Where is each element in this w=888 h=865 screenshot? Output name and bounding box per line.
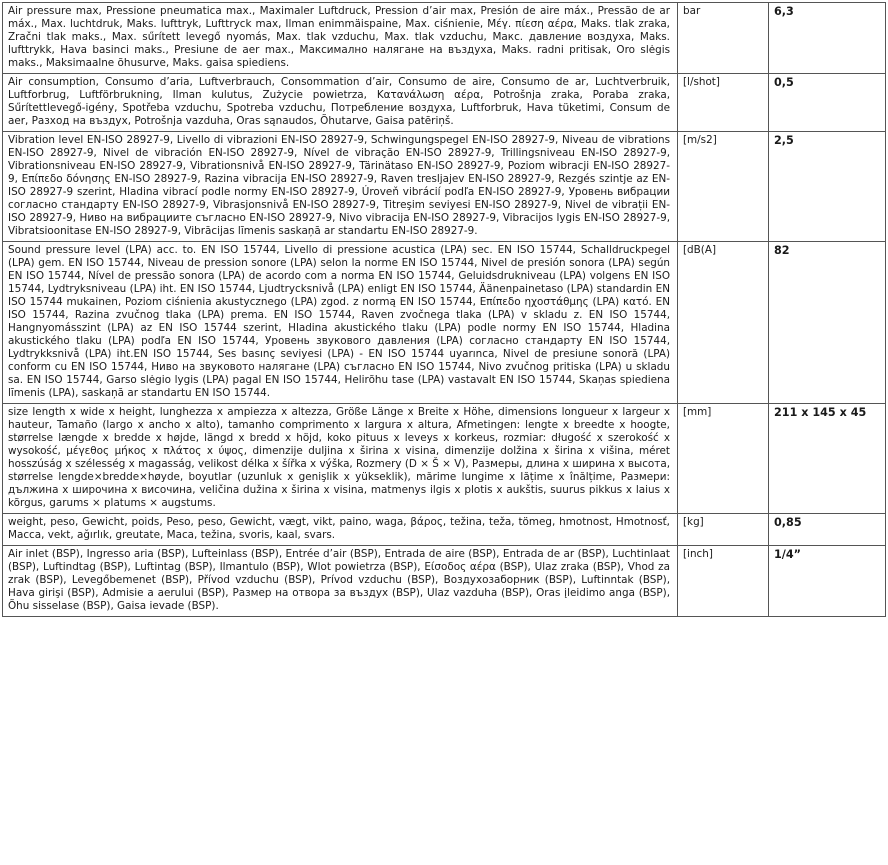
spec-description: Air inlet (BSP), Ingresso aria (BSP), Lufteinlass (BSP), Entrée d’air (BSP), Entrada de aire (BSP), Entrada de ar (BSP), Luchtinlaat (BSP), Luftindtag (BSP), Luftintag (BSP), Ilmantulo (BSP), Wlot powietrza (BSP), Είσοδος αέρα (BSP), Ulaz zraka (BSP), Vhod za zrak (BSP), Levegőbemenet (BSP), Přívod vzduchu (BSP), Prívod vzduchu (BSP), Воздухозаборник (BSP), Luftinntak (BSP), Hava girişi (BSP), Admisie a aerului (BSP), Размер на отвора за въздух (BSP), Ulaz vazduha (BSP), Oras įleidimo anga (BSP), Õhu sisselase (BSP), Gaisa ievade (BSP).: [3, 546, 678, 617]
table-row: [3, 514, 886, 546]
spec-value: 82: [769, 242, 886, 404]
spec-description: Air consumption, Consumo d’aria, Luftverbrauch, Consommation d’air, Consumo de aire, Consumo de ar, Luchtverbruik, Luftforbrug, Luftförbrukning, Ilman kulutus, Zużycie powietrza, Κατανάλωση αέρα, Potrošnja zraka, Poraba zraka, Sűrítettlevegő-igény, Spotřeba vzduchu, Spotreba vzduchu, Потребление воздуха, Luftforbruk, Hava tüketimi, Consum de aer, Разход на въздух, Potrošnja vazduha, Oras sąnaudos, Õhutarve, Gaisa patēriņš.: [3, 74, 678, 132]
spec-value: 6,3: [769, 3, 886, 74]
spec-unit: [m/s2]: [678, 132, 769, 242]
spec-unit: bar: [678, 3, 769, 74]
spec-description: weight, peso, Gewicht, poids, Peso, peso, Gewicht, vægt, vikt, paino, waga, βάρος, težina, teža, tömeg, hmotnost, Hmotnosť, Масса, vekt, ağırlık, greutate, Маса, težina, svoris, kaal, svars.: [3, 514, 678, 546]
table-row: [3, 404, 886, 514]
spec-value: 211 x 145 x 45: [769, 404, 886, 514]
spec-unit: [mm]: [678, 404, 769, 514]
spec-description: Air pressure max, Pressione pneumatica max., Maximaler Luftdruck, Pression d’air max, Presión de aire máx., Pressão de ar máx., Max. luchtdruk, Maks. lufttryk, Lufttryck max, Ilman enimmäispaine, Max. ciśnienie, Μέγ. πίεση αέρα, Maks. tlak zraka, Zračni tlak maks., Max. sűrített levegő nyomás, Max. tlak vzduchu, Max. tlak vzduchu, Макс. давление воздуха, Maks. lufttrykk, Hava basinci maks., Presiune de aer max., Максимално налягане на въздуха, Maks. radni pritisak, Oro slėgis maks., Maksimaalne õhusurve, Maks. gaisa spiediens.: [3, 3, 678, 74]
spec-value: 1/4”: [769, 546, 886, 617]
spec-unit: [inch]: [678, 546, 769, 617]
spec-value: 0,5: [769, 74, 886, 132]
spec-unit: [kg]: [678, 514, 769, 546]
table-row: [3, 132, 886, 242]
spec-description: size length x wide x height, lunghezza x ampiezza x altezza, Größe Länge x Breite x Höhe, dimensions longueur x largeur x hauteur, Tamaño (largo x ancho x alto), tamanho comprimento x largura x altura, Afmetingen: lengte x breedte x hoogte, størrelse længde x bredde x højde, längd x bredd x höjd, koko pituus x leveys x korkeus, rozmiar: długość x szerokość x wysokość, μέγεθος μήκος x πλάτος x ύψος, dimenzije duljina x širina x visina, dimenzije dolžina x širina x višina, méret hosszúság x szélesség x magasság, velikost délka x šířka x výška, Rozmery (D × Š × V), Размеры, длина x ширина x высота, størrelse lengde×bredde×høyde, boyutlar (uzunluk x genişlik x yükseklik), mărime lungime x lățime x înălțime, Размери: дължина x широчина x височина, veličina dužina x širina x visina, matmenys ilgis x plotis x aukštis, suurus pikkus x laius x kõrgus, garums × platums × augstums.: [3, 404, 678, 514]
spec-value: 0,85: [769, 514, 886, 546]
spec-description: Vibration level EN-ISO 28927-9, Livello di vibrazioni EN-ISO 28927-9, Schwingungspegel EN-ISO 28927-9, Niveau de vibrations EN-ISO 28927-9, Nivel de vibración EN-ISO 28927-9, Nível de vibração EN-ISO 28927-9, Trillingsniveau EN-ISO 28927-9, Vibrationsniveau EN-ISO 28927-9, Vibrationsnivå EN-ISO 28927-9, Tärinätaso EN-ISO 28927-9, Poziom wibracji EN-ISO 28927-9, Επίπεδο δόνησης EN-ISO 28927-9, Razina vibracija EN-ISO 28927-9, Raven tresljajev EN-ISO 28927-9, Rezgés szintje az EN-ISO 28927-9 szerint, Hladina vibrací podle normy EN-ISO 28927-9, Úroveň vibrácií podľa EN-ISO 28927-9, Уровень вибрации согласно стандарту EN-ISO 28927-9, Vibrasjonsnivå EN-ISO 28927-9, Titreşim seviyesi EN-ISO 28927-9, Nivel de vibrații EN-ISO 28927-9, Ниво на вибрациите съгласно EN-ISO 28927-9, Nivo vibracija EN-ISO 28927-9, Vibracijos lygis EN-ISO 28927-9, Vibratsioonitase EN-ISO 28927-9, Vibrācijas līmenis saskaņā ar standartu EN-ISO 28927-9.: [3, 132, 678, 242]
spec-value: 2,5: [769, 132, 886, 242]
spec-unit: [dB(A]: [678, 242, 769, 404]
spec-description: Sound pressure level (LPA) acc. to. EN ISO 15744, Livello di pressione acustica (LPA) sec. EN ISO 15744, Schalldruckpegel (LPA) gem. EN ISO 15744, Niveau de pression sonore (LPA) selon la norme EN ISO 15744, Nivel de presión sonora (LPA) según EN ISO 15744, Nível de pressão sonora (LPA) de acordo com a norma EN ISO 15744, Geluidsdrukniveau (LPA) volgens EN ISO 15744, Lydtryksniveau (LPA) iht. EN ISO 15744, Ljudtrycksnivå (LPA) enligt EN ISO 15744, Äänenpainetaso (LPA) standardin EN ISO 15744 mukainen, Poziom ciśnienia akustycznego (LPA) zgod. z normą EN ISO 15744, Επίπεδο ηχοστάθμης (LPA) κατό. EN ISO 15744, Razina zvučnog tlaka (LPA) prema. EN ISO 15744, Raven zvočnega tlaka (LPA) v skladu z. EN ISO 15744, Hangnyomásszint (LPA) az EN ISO 15744 szerint, Hladina akustického tlaku (LPA) podle normy EN ISO 15744, Hladina akustického tlaku (LPA) podľa EN ISO 15744, Уровень звукового давления (LPA) согласно стандарту EN ISO 15744, Lydtrykksnivå (LPA) iht.EN ISO 15744, Ses basınç seviyesi (LPA) - EN ISO 15744 uyarınca, Nivel de presiune sonoră (LPA) conform cu EN ISO 15744, Ниво на звуковото налягане (LPA) съгласно EN ISO 15744, Nivo zvučnog pritiska (LPA) u skladu sa. EN ISO 15744, Garso slėgio lygis (LPA) pagal EN ISO 15744, Helirõhu tase (LPA) vastavalt EN ISO 15744, Skaņas spiediena līmenis (LPA), saskaņā ar standartu EN ISO 15744.: [3, 242, 678, 404]
spec-unit: [l/shot]: [678, 74, 769, 132]
specifications-table: [2, 2, 886, 617]
table-row: [3, 242, 886, 404]
table-row: [3, 546, 886, 617]
table-row: [3, 3, 886, 74]
table-row: [3, 74, 886, 132]
